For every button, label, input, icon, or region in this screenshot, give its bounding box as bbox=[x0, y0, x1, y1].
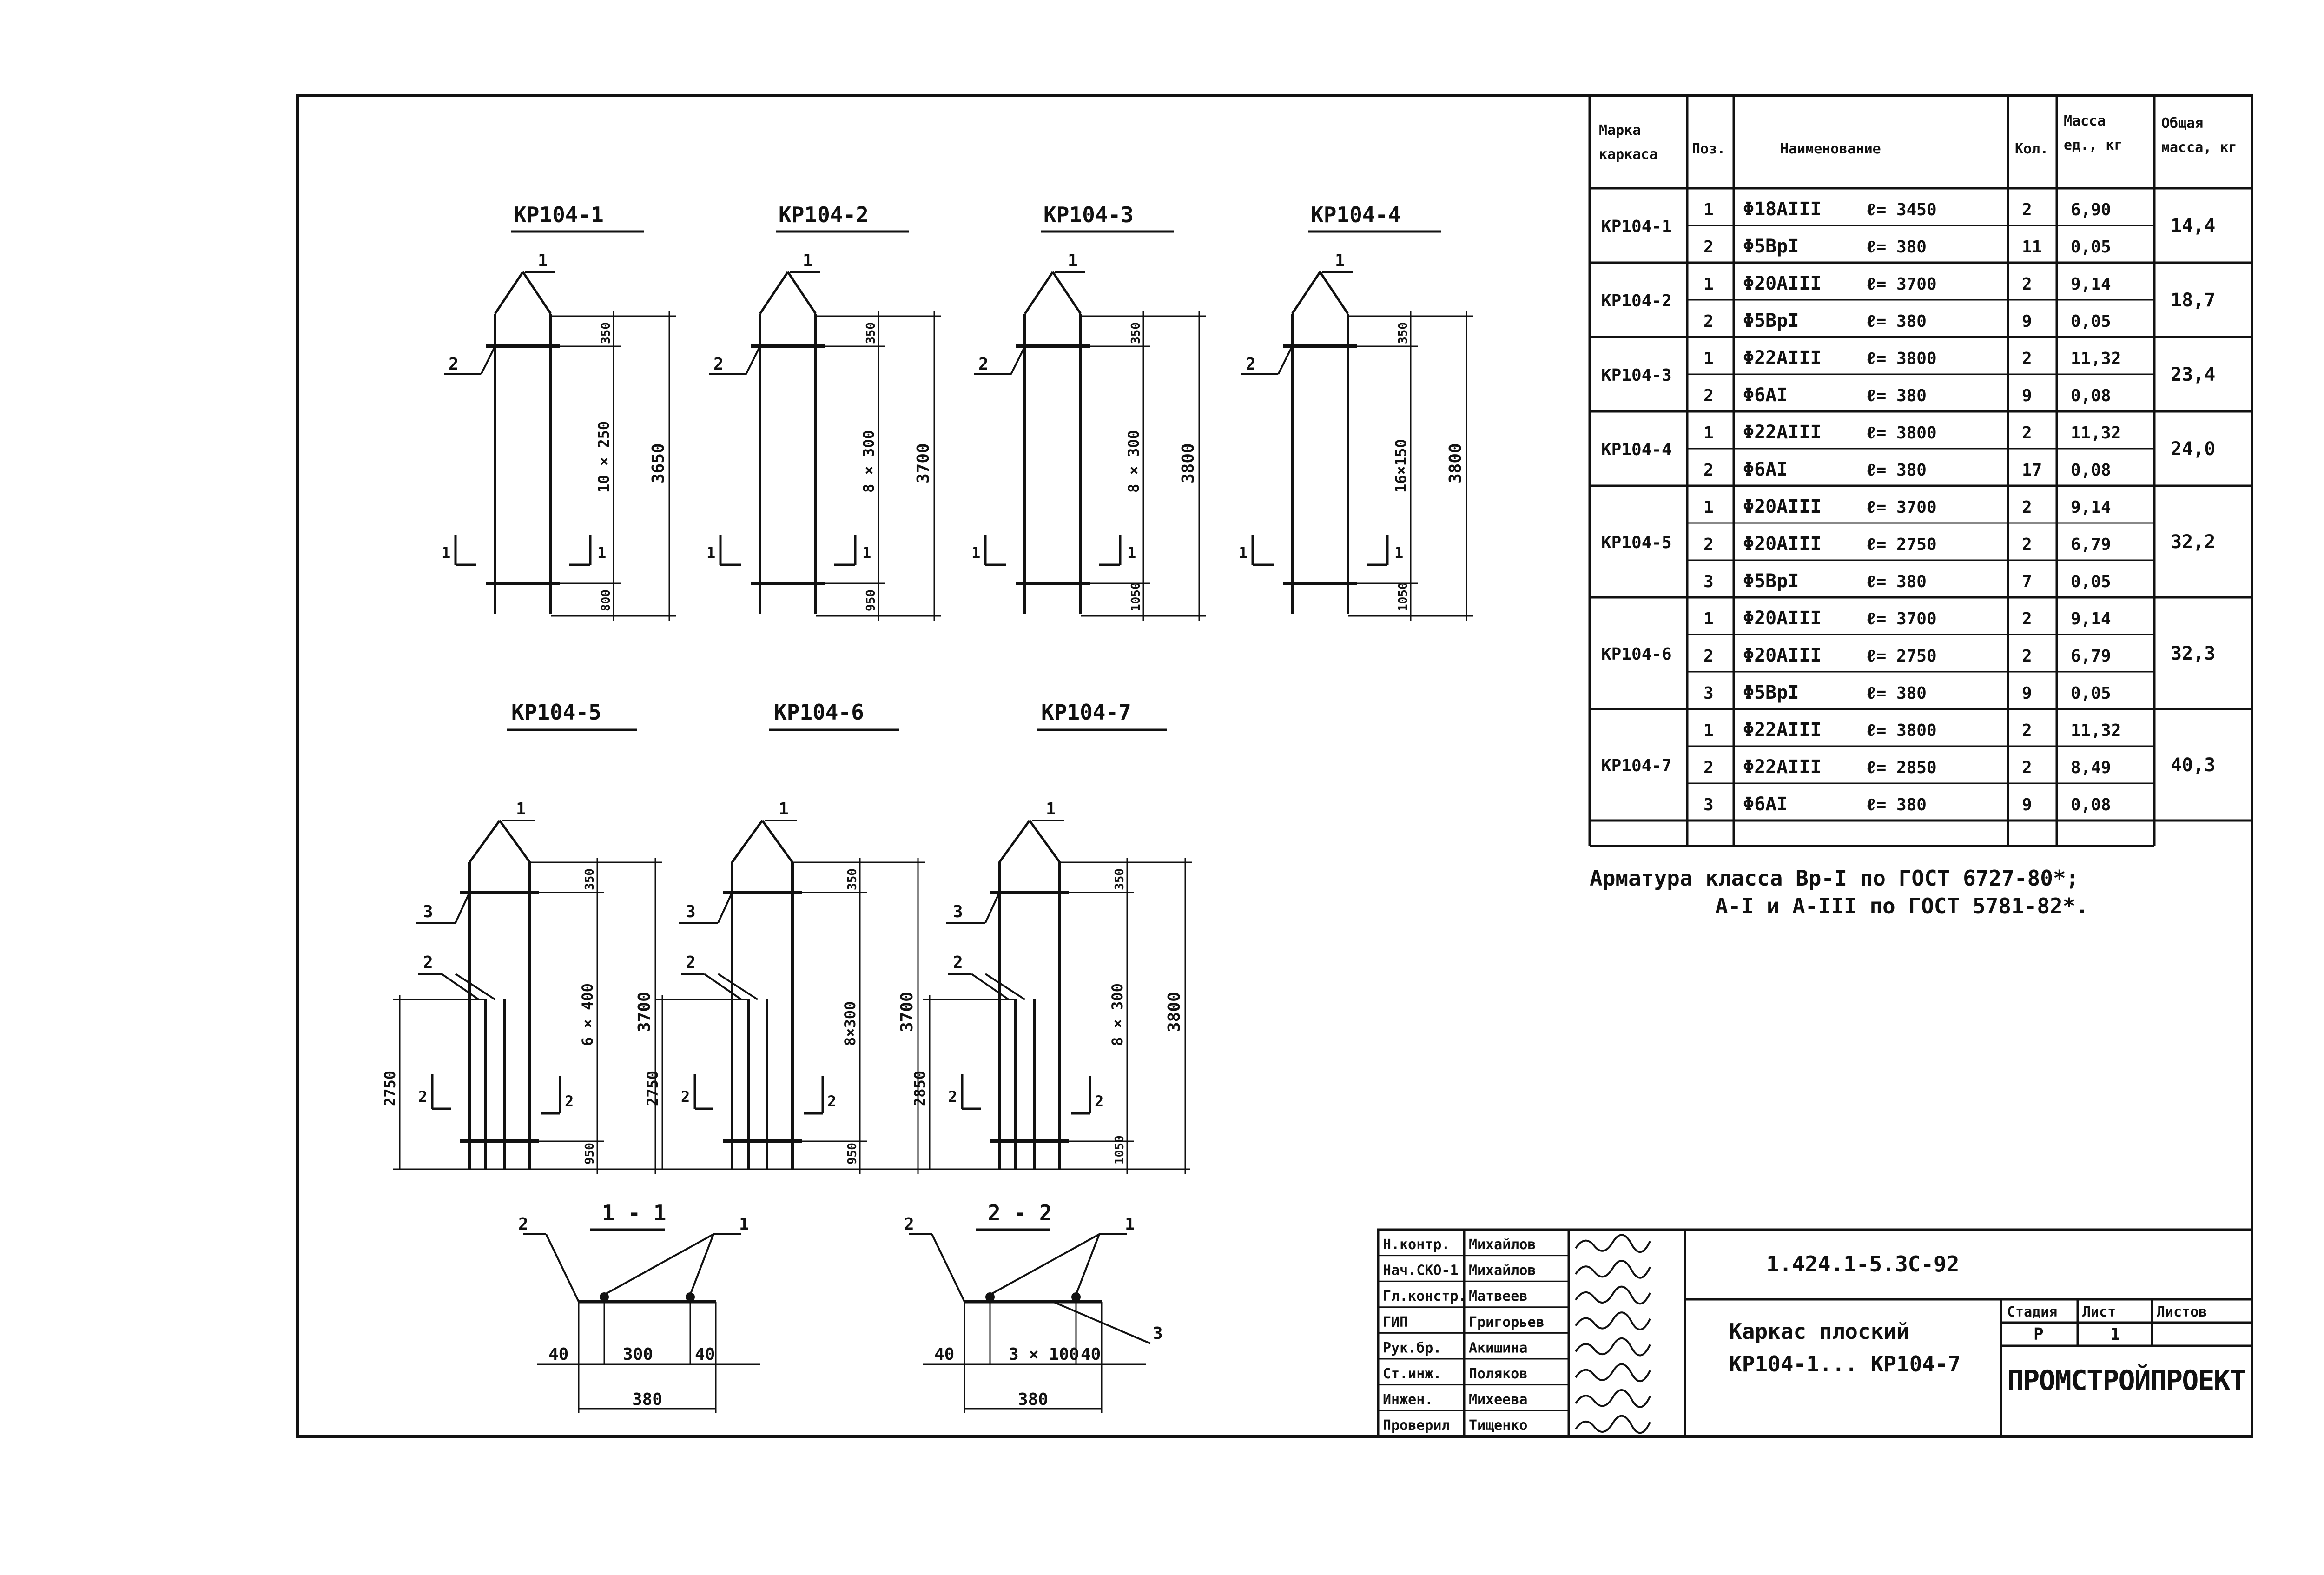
cell-total-mass: 23,4 bbox=[2171, 364, 2216, 385]
signature-row bbox=[1378, 1385, 1650, 1408]
cell-qty: 2 bbox=[2022, 609, 2032, 629]
cell-qty: 2 bbox=[2022, 721, 2032, 740]
cell-mass: 9,14 bbox=[2071, 275, 2111, 294]
rod-hook bbox=[495, 272, 523, 314]
signature-row bbox=[1378, 1256, 1650, 1279]
table-group bbox=[1590, 422, 2252, 486]
section-mark-label: 2 bbox=[418, 1088, 428, 1105]
leader bbox=[1076, 1234, 1099, 1295]
signature-role: Н.контр. bbox=[1383, 1237, 1450, 1253]
section-mark-label: 1 bbox=[1239, 544, 1248, 562]
dim-inner: 2850 bbox=[911, 1070, 929, 1106]
dim-total: 3650 bbox=[649, 443, 668, 483]
cell-pos: 1 bbox=[1703, 275, 1714, 294]
cell-mark: КР104-7 bbox=[1601, 756, 1672, 775]
table-row bbox=[1703, 570, 2111, 592]
cell-name: Φ20АIII bbox=[1743, 273, 1822, 294]
cell-mass: 0,08 bbox=[2071, 461, 2111, 480]
dim-middle: 8 × 300 bbox=[1109, 983, 1126, 1046]
table-row bbox=[1703, 794, 2111, 815]
cell-pos: 2 bbox=[1703, 758, 1714, 777]
signature-row bbox=[1383, 1235, 1650, 1253]
cell-name: Φ20АIII bbox=[1743, 496, 1822, 517]
cell-name: Φ20АIII bbox=[1743, 608, 1822, 629]
cell-mass: 0,05 bbox=[2071, 238, 2111, 257]
cell-mark: КР104-5 bbox=[1601, 533, 1672, 552]
dim-right: 40 bbox=[1081, 1345, 1101, 1364]
dim-total: 3700 bbox=[898, 992, 917, 1032]
cell-pos: 3 bbox=[1703, 572, 1714, 591]
cell-mass: 8,49 bbox=[2071, 758, 2111, 777]
leader bbox=[690, 1234, 713, 1295]
leader bbox=[456, 893, 469, 923]
signature-row bbox=[1378, 1333, 1650, 1356]
cell-length: ℓ= 3800 bbox=[1866, 424, 1937, 443]
leader bbox=[1011, 346, 1025, 374]
signature-role: Ст.инж. bbox=[1383, 1366, 1442, 1382]
position-label-3: 3 bbox=[686, 902, 696, 921]
section-mark-label: 2 bbox=[948, 1088, 957, 1105]
section-mark-label: 1 bbox=[971, 544, 981, 562]
cell-total-mass: 18,7 bbox=[2171, 290, 2216, 311]
leader bbox=[718, 893, 732, 923]
cell-mass: 0,08 bbox=[2071, 795, 2111, 814]
cell-mark: КР104-2 bbox=[1601, 291, 1672, 311]
signature-row bbox=[1378, 1281, 1650, 1304]
position-label-2: 2 bbox=[953, 953, 963, 972]
signature-name: Поляков bbox=[1469, 1366, 1528, 1382]
cell-length: ℓ= 380 bbox=[1866, 795, 1927, 814]
signature-name: Михайлов bbox=[1469, 1237, 1536, 1253]
cell-name: Φ5ВрI bbox=[1743, 682, 1799, 703]
cell-total-mass: 40,3 bbox=[2171, 754, 2216, 776]
cell-length: ℓ= 380 bbox=[1866, 312, 1927, 331]
table-group bbox=[1590, 608, 2252, 709]
section-mark-label: 1 bbox=[442, 544, 451, 562]
frame-title: КР104-1 bbox=[514, 202, 604, 227]
table-row bbox=[1703, 756, 2111, 778]
cell-pos: 1 bbox=[1703, 424, 1714, 443]
cell-name: Φ20АIII bbox=[1743, 533, 1822, 555]
cell-qty: 11 bbox=[2022, 238, 2042, 257]
table-group bbox=[1590, 273, 2252, 337]
rod-hook bbox=[1292, 272, 1320, 314]
organization-name: ПРОМСТРОЙПРОЕКТ bbox=[2007, 1364, 2246, 1397]
cell-length: ℓ= 380 bbox=[1866, 238, 1927, 257]
cell-length: ℓ= 3700 bbox=[1866, 609, 1937, 629]
table-header-cell: Масса ед., кг bbox=[2064, 113, 2123, 153]
signature-scribble bbox=[1576, 1235, 1650, 1252]
dim-total: 3800 bbox=[1165, 992, 1184, 1032]
section-mark-label: 1 bbox=[1127, 544, 1136, 562]
frame-title: КР104-6 bbox=[774, 700, 864, 725]
cell-mass: 11,32 bbox=[2071, 349, 2121, 368]
cell-mark: КР104-3 bbox=[1601, 366, 1672, 385]
frame-3 bbox=[971, 202, 1206, 621]
cell-qty: 7 bbox=[2022, 572, 2032, 591]
cell-pos: 1 bbox=[1703, 200, 1714, 219]
table-group bbox=[1590, 496, 2252, 597]
cell-pos: 2 bbox=[1703, 461, 1714, 480]
dim-top: 350 bbox=[1113, 868, 1127, 890]
cell-pos: 1 bbox=[1703, 349, 1714, 368]
frame-5 bbox=[381, 700, 662, 1174]
cross-sections bbox=[518, 1200, 1163, 1413]
signature-name: Акишина bbox=[1469, 1340, 1528, 1357]
signature-name: Михайлов bbox=[1469, 1262, 1536, 1279]
position-label-3: 3 bbox=[423, 902, 433, 921]
signature-name: Григорьев bbox=[1469, 1314, 1545, 1330]
frame-2 bbox=[706, 202, 941, 621]
cell-qty: 2 bbox=[2022, 424, 2032, 443]
position-label-1: 1 bbox=[1046, 800, 1056, 819]
dim-bottom: 1050 bbox=[1396, 582, 1410, 611]
cell-pos: 2 bbox=[1703, 535, 1714, 554]
table-row bbox=[1703, 719, 2121, 741]
cell-mass: 9,14 bbox=[2071, 609, 2111, 629]
cell-length: ℓ= 380 bbox=[1866, 386, 1927, 405]
leader bbox=[604, 1234, 713, 1295]
cell-name: Φ20АIII bbox=[1743, 645, 1822, 666]
cell-mass: 6,79 bbox=[2071, 647, 2111, 666]
frame-title: КР104-4 bbox=[1311, 202, 1401, 227]
cell-name: Φ6АI bbox=[1743, 794, 1788, 815]
dim-left: 40 bbox=[934, 1345, 955, 1364]
section-mark-label: 2 bbox=[681, 1088, 690, 1105]
table-row bbox=[1703, 273, 2111, 294]
table-row bbox=[1703, 496, 2111, 517]
table-group bbox=[1590, 719, 2252, 821]
cell-qty: 9 bbox=[2022, 684, 2032, 703]
position-label-2: 2 bbox=[978, 355, 989, 374]
sheet-label: Лист bbox=[2082, 1304, 2116, 1320]
leader bbox=[546, 1234, 579, 1302]
dim-top: 350 bbox=[845, 868, 859, 890]
note-line-2: А-I и А-III по ГОСТ 5781-82*. bbox=[1715, 893, 2089, 919]
cell-length: ℓ= 3700 bbox=[1866, 498, 1937, 517]
cell-name: Φ6АI bbox=[1743, 384, 1788, 406]
dim-top: 350 bbox=[599, 322, 613, 344]
position-label-1: 1 bbox=[538, 251, 548, 270]
section-2 bbox=[904, 1200, 1163, 1413]
signature-name: Тищенко bbox=[1469, 1417, 1528, 1434]
cell-qty: 2 bbox=[2022, 647, 2032, 666]
table-row bbox=[1703, 236, 2111, 257]
cell-qty: 9 bbox=[2022, 386, 2032, 405]
signature-row bbox=[1378, 1307, 1650, 1330]
frame-title: КР104-3 bbox=[1043, 202, 1134, 227]
specification-table bbox=[1590, 95, 2252, 846]
cell-mass: 0,05 bbox=[2071, 684, 2111, 703]
rod-hook bbox=[762, 821, 792, 862]
signature-scribble bbox=[1576, 1312, 1650, 1330]
dim-bottom: 950 bbox=[864, 589, 878, 611]
section-title: 2 - 2 bbox=[988, 1200, 1052, 1225]
frame-1 bbox=[442, 202, 676, 621]
section-mark-label: 2 bbox=[565, 1092, 574, 1110]
table-row bbox=[1703, 347, 2121, 369]
rod-hook bbox=[500, 821, 530, 862]
leader-label-left: 2 bbox=[904, 1215, 914, 1234]
dim-inner: 2750 bbox=[381, 1070, 399, 1106]
signature-role: Гл.констр. bbox=[1383, 1288, 1467, 1305]
cell-name: Φ5ВрI bbox=[1743, 310, 1799, 331]
cell-pos: 2 bbox=[1703, 386, 1714, 405]
leader-label-right: 1 bbox=[1125, 1215, 1135, 1234]
cell-mass: 6,79 bbox=[2071, 535, 2111, 554]
title-block bbox=[1378, 1230, 2252, 1436]
section-mark-label: 2 bbox=[827, 1092, 837, 1110]
position-label-1: 1 bbox=[779, 800, 789, 819]
leader bbox=[746, 346, 760, 374]
frame-7 bbox=[911, 700, 1192, 1174]
dim-total: 3700 bbox=[635, 992, 654, 1032]
signature-role: Нач.СКО-1 bbox=[1383, 1262, 1459, 1279]
rod-hook bbox=[788, 272, 816, 314]
dim-middle: 16×150 bbox=[1392, 439, 1410, 493]
document-code: 1.424.1-5.3С-92 bbox=[1766, 1251, 1960, 1277]
position-label-1: 1 bbox=[516, 800, 526, 819]
cell-name: Φ5ВрI bbox=[1743, 236, 1799, 257]
dim-top: 350 bbox=[1129, 322, 1143, 344]
sheets-label: Листов bbox=[2157, 1304, 2207, 1320]
signature-scribble bbox=[1576, 1390, 1650, 1407]
table-row bbox=[1703, 199, 2111, 220]
frames-row-2 bbox=[381, 700, 1192, 1174]
leader bbox=[932, 1234, 964, 1302]
table-row bbox=[1703, 459, 2111, 480]
table-group bbox=[1590, 347, 2252, 411]
table-group bbox=[1590, 199, 2252, 263]
dim-bottom: 950 bbox=[583, 1143, 597, 1165]
cell-mass: 0,05 bbox=[2071, 572, 2111, 591]
table-header-cell: Общая масса, кг bbox=[2161, 115, 2237, 156]
dim-inner: 2750 bbox=[644, 1070, 661, 1106]
position-label-2: 2 bbox=[423, 953, 433, 972]
signature-role: Проверил bbox=[1383, 1417, 1450, 1434]
signature-scribble bbox=[1576, 1364, 1650, 1381]
dim-middle: 8×300 bbox=[841, 1001, 859, 1046]
section-title: 1 - 1 bbox=[602, 1200, 667, 1225]
sheets-value: 1 bbox=[2110, 1325, 2120, 1344]
section-mark-label: 1 bbox=[706, 544, 716, 562]
cell-qty: 2 bbox=[2022, 498, 2032, 517]
signature-name: Матвеев bbox=[1469, 1288, 1528, 1305]
table-header-cell: Наименование bbox=[1780, 141, 1881, 157]
dim-bottom: 800 bbox=[599, 589, 613, 611]
rod-hook bbox=[999, 821, 1030, 862]
cell-mark: КР104-1 bbox=[1601, 217, 1672, 236]
cell-pos: 2 bbox=[1703, 647, 1714, 666]
section-mark-label: 1 bbox=[862, 544, 872, 562]
cell-length: ℓ= 3800 bbox=[1866, 721, 1937, 740]
cell-length: ℓ= 3800 bbox=[1866, 349, 1937, 368]
rod-hook bbox=[1025, 272, 1053, 314]
cell-pos: 1 bbox=[1703, 609, 1714, 629]
dim-bottom: 950 bbox=[845, 1143, 859, 1165]
table-header bbox=[1599, 113, 2237, 163]
cell-pos: 2 bbox=[1703, 238, 1714, 257]
dim-middle: 8 × 300 bbox=[1125, 430, 1142, 493]
dim-middle: 3 × 100 bbox=[1009, 1345, 1079, 1364]
cell-qty: 2 bbox=[2022, 275, 2032, 294]
cell-name: Φ22АIII bbox=[1743, 756, 1822, 778]
position-label-1: 1 bbox=[1335, 251, 1345, 270]
section-mark-label: 1 bbox=[1394, 544, 1404, 562]
frame-6 bbox=[644, 700, 925, 1174]
cell-mass: 11,32 bbox=[2071, 424, 2121, 443]
dim-total: 380 bbox=[1018, 1390, 1049, 1409]
frame-title: КР104-2 bbox=[779, 202, 869, 227]
signature-role: Инжен. bbox=[1383, 1391, 1433, 1408]
signature-scribble bbox=[1576, 1287, 1650, 1304]
table-header-cell: Кол. bbox=[2015, 141, 2049, 157]
cell-qty: 2 bbox=[2022, 200, 2032, 219]
signature-name: Михеева bbox=[1469, 1391, 1528, 1408]
cell-pos: 1 bbox=[1703, 721, 1714, 740]
signature-row bbox=[1378, 1410, 1650, 1434]
dim-right: 40 bbox=[695, 1345, 715, 1364]
cell-pos: 2 bbox=[1703, 312, 1714, 331]
section-mark-label: 1 bbox=[597, 544, 607, 562]
stage-label: Стадия bbox=[2007, 1304, 2058, 1320]
dim-top: 350 bbox=[583, 868, 597, 890]
table-row bbox=[1703, 310, 2111, 331]
dim-total: 3700 bbox=[914, 443, 933, 483]
stage-value: Р bbox=[2034, 1325, 2044, 1344]
cell-length: ℓ= 3700 bbox=[1866, 275, 1937, 294]
section-1 bbox=[518, 1200, 760, 1413]
cell-qty: 2 bbox=[2022, 535, 2032, 554]
leader-label-right: 1 bbox=[739, 1215, 749, 1234]
cell-qty: 9 bbox=[2022, 312, 2032, 331]
cell-length: ℓ= 380 bbox=[1866, 461, 1927, 480]
table-header-cell: Марка каркаса bbox=[1599, 122, 1658, 163]
table-row bbox=[1703, 384, 2111, 406]
cell-length: ℓ= 2850 bbox=[1866, 758, 1937, 777]
table-row bbox=[1703, 533, 2111, 555]
cell-pos: 3 bbox=[1703, 795, 1714, 814]
dim-total: 380 bbox=[632, 1390, 663, 1409]
cell-mark: КР104-6 bbox=[1601, 645, 1672, 664]
dim-top: 350 bbox=[1396, 322, 1410, 344]
dim-bottom: 1050 bbox=[1129, 582, 1143, 611]
dim-middle: 10 × 250 bbox=[595, 421, 613, 493]
leader bbox=[985, 893, 999, 923]
position-label-1: 1 bbox=[803, 251, 813, 270]
signature-role: ГИП bbox=[1383, 1314, 1408, 1330]
cell-qty: 2 bbox=[2022, 349, 2032, 368]
table-row bbox=[1703, 682, 2111, 703]
cell-mark: КР104-4 bbox=[1601, 440, 1672, 459]
cell-length: ℓ= 3450 bbox=[1866, 200, 1937, 219]
rod-hook bbox=[760, 272, 788, 314]
cell-total-mass: 24,0 bbox=[2171, 438, 2216, 460]
cell-name: Φ22АIII bbox=[1743, 422, 1822, 443]
leader-label-left: 2 bbox=[518, 1215, 528, 1234]
rod-hook bbox=[523, 272, 551, 314]
table-row bbox=[1703, 645, 2111, 666]
signature-scribble bbox=[1576, 1261, 1650, 1278]
table-row bbox=[1703, 422, 2121, 443]
rod-hook bbox=[1053, 272, 1081, 314]
dim-middle: 300 bbox=[623, 1345, 654, 1364]
leader bbox=[990, 1234, 1099, 1295]
position-label-2: 2 bbox=[1246, 355, 1256, 374]
signature-scribble bbox=[1576, 1338, 1650, 1356]
position-label-2: 2 bbox=[686, 953, 696, 972]
dim-total: 3800 bbox=[1446, 443, 1465, 483]
drawing-title: Каркас плоский bbox=[1729, 1319, 1909, 1344]
table-row bbox=[1703, 608, 2111, 629]
cell-length: ℓ= 2750 bbox=[1866, 535, 1937, 554]
cell-total-mass: 14,4 bbox=[2171, 215, 2216, 237]
cell-total-mass: 32,3 bbox=[2171, 643, 2216, 664]
leader-label-extra: 3 bbox=[1153, 1324, 1163, 1343]
frames-row-1 bbox=[442, 202, 1473, 621]
cell-qty: 17 bbox=[2022, 461, 2042, 480]
cell-mass: 0,08 bbox=[2071, 386, 2111, 405]
cell-pos: 3 bbox=[1703, 684, 1714, 703]
dim-middle: 8 × 300 bbox=[860, 430, 878, 493]
cell-pos: 1 bbox=[1703, 498, 1714, 517]
cell-mass: 11,32 bbox=[2071, 721, 2121, 740]
cell-length: ℓ= 2750 bbox=[1866, 647, 1937, 666]
cell-name: Φ18АIII bbox=[1743, 199, 1822, 220]
dim-bottom: 1050 bbox=[1113, 1135, 1127, 1165]
signature-role: Рук.бр. bbox=[1383, 1340, 1442, 1357]
rod-hook bbox=[1320, 272, 1348, 314]
dim-middle: 6 × 400 bbox=[579, 983, 596, 1046]
position-label-1: 1 bbox=[1068, 251, 1078, 270]
signature-scribble bbox=[1576, 1416, 1650, 1433]
cell-mass: 6,90 bbox=[2071, 200, 2111, 219]
drawing-subtitle: КР104-1... КР104-7 bbox=[1729, 1351, 1961, 1376]
dim-top: 350 bbox=[864, 322, 878, 344]
cell-length: ℓ= 380 bbox=[1866, 684, 1927, 703]
cell-total-mass: 32,2 bbox=[2171, 531, 2216, 553]
cell-name: Φ6АI bbox=[1743, 459, 1788, 480]
note-line-1: Арматура класса Вр-I по ГОСТ 6727-80*; bbox=[1590, 866, 2079, 891]
rod-hook bbox=[469, 821, 500, 862]
position-label-2: 2 bbox=[449, 355, 459, 374]
leader bbox=[1278, 346, 1292, 374]
frame-title: КР104-7 bbox=[1041, 700, 1131, 725]
leader bbox=[481, 346, 495, 374]
table-header-cell: Поз. bbox=[1692, 141, 1726, 157]
frame-4 bbox=[1239, 202, 1473, 621]
dim-total: 3800 bbox=[1179, 443, 1198, 483]
position-label-3: 3 bbox=[953, 902, 963, 921]
cell-mass: 9,14 bbox=[2071, 498, 2111, 517]
cell-mass: 0,05 bbox=[2071, 312, 2111, 331]
cell-name: Φ5ВрI bbox=[1743, 570, 1799, 592]
section-mark-label: 2 bbox=[1095, 1092, 1104, 1110]
signature-row bbox=[1378, 1359, 1650, 1382]
position-label-2: 2 bbox=[713, 355, 724, 374]
dim-left: 40 bbox=[548, 1345, 569, 1364]
cell-qty: 9 bbox=[2022, 795, 2032, 814]
rod-hook bbox=[732, 821, 762, 862]
sheet-border bbox=[297, 95, 2252, 1436]
cell-length: ℓ= 380 bbox=[1866, 572, 1927, 591]
frame-title: КР104-5 bbox=[511, 700, 601, 725]
cell-name: Φ22АIII bbox=[1743, 719, 1822, 741]
cell-qty: 2 bbox=[2022, 758, 2032, 777]
rod-hook bbox=[1030, 821, 1060, 862]
cell-name: Φ22АIII bbox=[1743, 347, 1822, 369]
